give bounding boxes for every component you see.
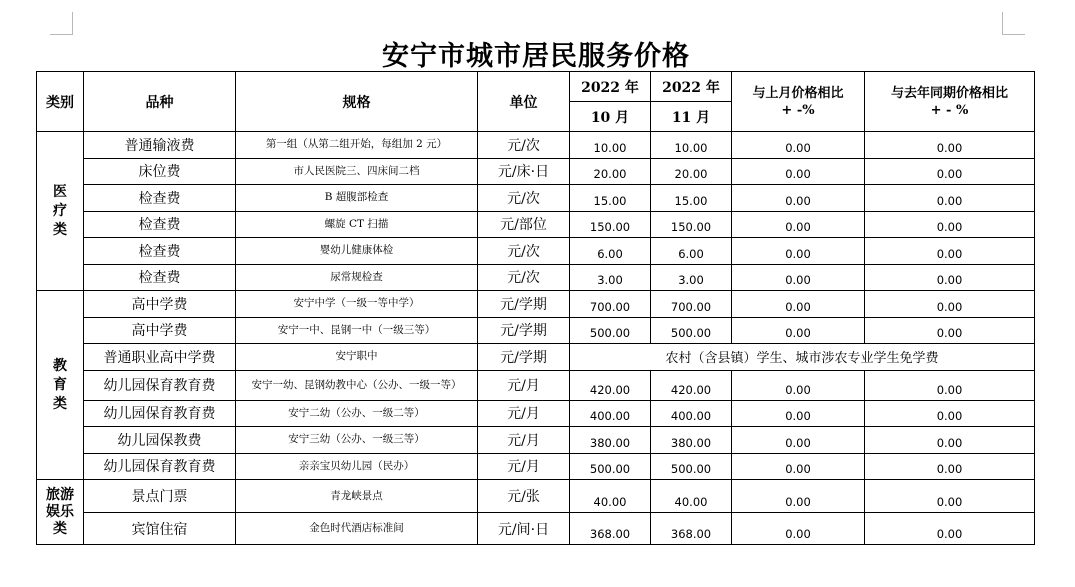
- item-cell: 幼儿园保育教育费: [84, 370, 236, 400]
- page-corner-mark-left: [50, 12, 73, 35]
- item-cell: 幼儿园保育教育费: [84, 453, 236, 480]
- item-cell: 宾馆住宿: [84, 513, 236, 545]
- unit-cell: 元/次: [478, 185, 570, 212]
- unit-cell: 元/部位: [478, 211, 570, 238]
- header-item: 品种: [84, 72, 236, 132]
- spec-cell: B 超腹部检查: [236, 185, 478, 212]
- oct-price-cell: 400.00: [570, 400, 651, 427]
- mom-cell: 0.00: [732, 132, 865, 159]
- yoy-cell: 0.00: [865, 400, 1035, 427]
- spec-cell: 金色时代酒店标准间: [236, 513, 478, 545]
- nov-price-cell: 3.00: [651, 264, 732, 291]
- item-cell: 幼儿园保教费: [84, 427, 236, 454]
- mom-cell: 0.00: [732, 427, 865, 454]
- yoy-cell: 0.00: [865, 132, 1035, 159]
- yoy-cell: 0.00: [865, 513, 1035, 545]
- table-row: [37, 132, 1035, 159]
- header-mom: [732, 72, 865, 132]
- spec-cell: 第一组（从第二组开始，每组加 2 元）: [236, 132, 478, 159]
- table-row: [37, 344, 1035, 371]
- item-cell: 检查费: [84, 211, 236, 238]
- mom-cell: 0.00: [732, 185, 865, 212]
- header-oct-year: 2022 年: [570, 72, 651, 102]
- mom-cell: 0.00: [732, 158, 865, 185]
- header-category: 类别: [37, 72, 84, 132]
- table-row: [37, 513, 1035, 545]
- unit-cell: 元/学期: [478, 344, 570, 371]
- table-row: [37, 185, 1035, 212]
- nov-price-cell: 380.00: [651, 427, 732, 454]
- item-cell: 检查费: [84, 238, 236, 265]
- item-cell: 景点门票: [84, 480, 236, 513]
- header-spec: 规格: [236, 72, 478, 132]
- unit-cell: 元/次: [478, 238, 570, 265]
- table-row: [37, 480, 1035, 513]
- yoy-cell: 0.00: [865, 185, 1035, 212]
- header-mom-unit: + -%: [781, 102, 815, 118]
- spec-cell: 安宁一中、昆钢一中（一级三等）: [236, 317, 478, 344]
- category-education-label: 教育类: [53, 357, 67, 412]
- item-cell: 检查费: [84, 264, 236, 291]
- nov-price-cell: 15.00: [651, 185, 732, 212]
- header-yoy-label: 与去年同期价格相比: [890, 85, 1008, 101]
- oct-price-cell: 500.00: [570, 453, 651, 480]
- item-cell: 床位费: [84, 158, 236, 185]
- item-cell: 普通输液费: [84, 132, 236, 159]
- oct-price-cell: 10.00: [570, 132, 651, 159]
- header-oct-month: 10 月: [570, 102, 651, 132]
- yoy-cell: 0.00: [865, 211, 1035, 238]
- unit-cell: 元/间·日: [478, 513, 570, 545]
- header-nov-month: 11 月: [651, 102, 732, 132]
- nov-price-cell: 420.00: [651, 370, 732, 400]
- yoy-cell: 0.00: [865, 317, 1035, 344]
- table-row: [37, 370, 1035, 400]
- unit-cell: 元/月: [478, 370, 570, 400]
- spec-cell: 青龙峡景点: [236, 480, 478, 513]
- oct-price-cell: 3.00: [570, 264, 651, 291]
- spec-cell: 安宁三幼（公办、一级三等）: [236, 427, 478, 454]
- unit-cell: 元/次: [478, 264, 570, 291]
- unit-cell: 元/床·日: [478, 158, 570, 185]
- yoy-cell: 0.00: [865, 291, 1035, 318]
- unit-cell: 元/次: [478, 132, 570, 159]
- category-tourism-label: 旅游娱乐类: [46, 486, 74, 537]
- oct-price-cell: 40.00: [570, 480, 651, 513]
- nov-price-cell: 400.00: [651, 400, 732, 427]
- mom-cell: 0.00: [732, 264, 865, 291]
- mom-cell: 0.00: [732, 480, 865, 513]
- mom-cell: 0.00: [732, 453, 865, 480]
- yoy-cell: 0.00: [865, 453, 1035, 480]
- yoy-cell: 0.00: [865, 238, 1035, 265]
- unit-cell: 元/月: [478, 400, 570, 427]
- spec-cell: 尿常规检查: [236, 264, 478, 291]
- spec-cell: 婴幼儿健康体检: [236, 238, 478, 265]
- mom-cell: 0.00: [732, 370, 865, 400]
- nov-price-cell: 150.00: [651, 211, 732, 238]
- item-cell: 检查费: [84, 185, 236, 212]
- nov-price-cell: 368.00: [651, 513, 732, 545]
- header-yoy: [865, 72, 1035, 132]
- header-nov-year: 2022 年: [651, 72, 732, 102]
- spec-cell: 市人民医院三、四床间二档: [236, 158, 478, 185]
- yoy-cell: 0.00: [865, 427, 1035, 454]
- unit-cell: 元/学期: [478, 317, 570, 344]
- oct-price-cell: 368.00: [570, 513, 651, 545]
- unit-cell: 元/月: [478, 427, 570, 454]
- mom-cell: 0.00: [732, 317, 865, 344]
- oct-price-cell: 420.00: [570, 370, 651, 400]
- category-medical-label: 医疗类: [53, 183, 67, 238]
- nov-price-cell: 700.00: [651, 291, 732, 318]
- item-cell: 幼儿园保育教育费: [84, 400, 236, 427]
- item-cell: 高中学费: [84, 317, 236, 344]
- category-tourism: [37, 480, 84, 545]
- table-row: [37, 400, 1035, 427]
- mom-cell: 0.00: [732, 238, 865, 265]
- nov-price-cell: 10.00: [651, 132, 732, 159]
- table-row: [37, 291, 1035, 318]
- spec-cell: 安宁职中: [236, 344, 478, 371]
- table-row: [37, 264, 1035, 291]
- oct-price-cell: 380.00: [570, 427, 651, 454]
- table-row: [37, 427, 1035, 454]
- yoy-cell: 0.00: [865, 480, 1035, 513]
- free-tuition-note: 农村（含县镇）学生、城市涉农专业学生免学费: [570, 344, 1035, 371]
- mom-cell: 0.00: [732, 513, 865, 545]
- item-cell: 高中学费: [84, 291, 236, 318]
- oct-price-cell: 15.00: [570, 185, 651, 212]
- table-row: [37, 158, 1035, 185]
- nov-price-cell: 6.00: [651, 238, 732, 265]
- oct-price-cell: 20.00: [570, 158, 651, 185]
- header-mom-label: 与上月价格相比: [752, 85, 844, 101]
- header-unit: 单位: [478, 72, 570, 132]
- page-title: 安宁市城市居民服务价格: [382, 41, 690, 72]
- nov-price-cell: 20.00: [651, 158, 732, 185]
- category-education: [37, 291, 84, 480]
- nov-price-cell: 40.00: [651, 480, 732, 513]
- yoy-cell: 0.00: [865, 158, 1035, 185]
- table-row: [37, 453, 1035, 480]
- mom-cell: 0.00: [732, 291, 865, 318]
- oct-price-cell: 500.00: [570, 317, 651, 344]
- oct-price-cell: 6.00: [570, 238, 651, 265]
- spec-cell: 安宁二幼（公办、一级二等）: [236, 400, 478, 427]
- spec-cell: 安宁中学（一级一等中学）: [236, 291, 478, 318]
- table-row: [37, 317, 1035, 344]
- oct-price-cell: 700.00: [570, 291, 651, 318]
- mom-cell: 0.00: [732, 400, 865, 427]
- table-row: [37, 238, 1035, 265]
- spec-cell: 安宁一幼、昆钢幼教中心（公办、一级一等）: [236, 370, 478, 400]
- mom-cell: 0.00: [732, 211, 865, 238]
- spec-cell: 亲亲宝贝幼儿园（民办）: [236, 453, 478, 480]
- page-corner-mark-right: [1002, 12, 1025, 35]
- nov-price-cell: 500.00: [651, 317, 732, 344]
- spec-cell: 螺旋 CT 扫描: [236, 211, 478, 238]
- nov-price-cell: 500.00: [651, 453, 732, 480]
- table-row: [37, 211, 1035, 238]
- yoy-cell: 0.00: [865, 370, 1035, 400]
- oct-price-cell: 150.00: [570, 211, 651, 238]
- unit-cell: 元/张: [478, 480, 570, 513]
- header-yoy-unit: + - %: [930, 102, 969, 118]
- price-table: [36, 71, 1035, 545]
- yoy-cell: 0.00: [865, 264, 1035, 291]
- unit-cell: 元/学期: [478, 291, 570, 318]
- item-cell: 普通职业高中学费: [84, 344, 236, 371]
- unit-cell: 元/月: [478, 453, 570, 480]
- category-medical: [37, 132, 84, 291]
